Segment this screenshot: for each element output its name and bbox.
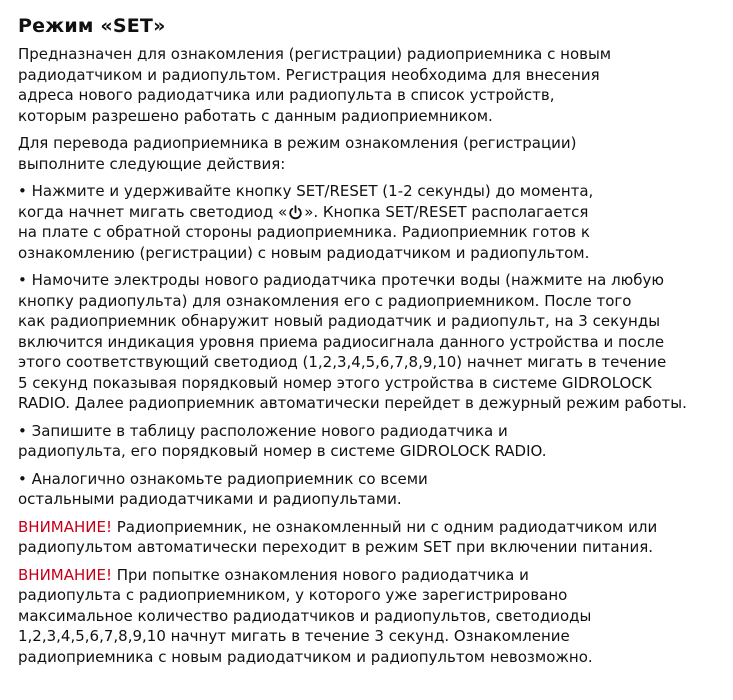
warning-label: ВНИМАНИЕ! xyxy=(18,517,112,536)
warning-label: ВНИМАНИЕ! xyxy=(18,565,112,584)
page-title: Режим «SET» xyxy=(18,15,166,37)
warning-paragraph-2 xyxy=(18,565,726,668)
warning-paragraph-1 xyxy=(18,517,726,558)
warning-text: При попытке ознакомления нового радиодатчика и радиопульта с радиоприемником, у которого уже зарегистрировано максимальное количество радиодатчиков и радиопультов, светодиоды 1,2,3,4,5,6,7,8,9,10 начнут мигать в течение 3 секунд. Ознакомление радиоприемника с новым радиодатчиком и радиопультом невозможно. xyxy=(18,565,593,666)
step-1-text-start: • Нажмите и удерживайте кнопку SET/RESET (1-2 секунды) до момента, когда начнет мигать светодиод « xyxy=(18,182,594,221)
warning-text: Радиоприемник, не ознакомленный ни с одним радиодатчиком или радиопультом автоматически переходит в режим SET при включении питания. xyxy=(18,517,658,556)
power-icon xyxy=(288,205,303,220)
step-item-4: • Аналогично ознакомьте радиоприемник со всеми остальными радиодатчиками и радиопультами. xyxy=(18,469,428,508)
step-item-3: • Запишите в таблицу расположение нового радиодатчика и радиопульта, его порядковый номер в системе GIDROLOCK RADIO. xyxy=(18,421,547,460)
document-page xyxy=(18,14,726,674)
step-item-1 xyxy=(18,181,726,263)
intro-paragraph: Предназначен для ознакомления (регистрации) радиоприемника с новым радиодатчиком и радиопультом. Регистрация необходима для внесения адреса нового радиодатчика или радиопульта в список устройств, которым разрешено работать с данным радиоприемником. xyxy=(18,45,612,125)
procedure-intro: Для перевода радиоприемника в режим ознакомления (регистрации) выполните следующие действия: xyxy=(18,134,577,173)
step-item-2: • Намочите электроды нового радиодатчика протечки воды (нажмите на любую кнопку радиопульта) для ознакомления его с радиоприемником. После того как радиоприемник обнаружит новый радиодатчик и радиопульт, на 3 секунды включится индикация уровня приема радиосигнала данного устройства и после этого соответствующий светодиод (1,2,3,4,5,6,7,8,9,10) начнет мигать в течение 5 секунд показывая порядковый номер этого устройства в системе GIDROLOCK RADIO. Далее радиоприемник автоматически перейдет в дежурный режим работы. xyxy=(18,271,687,412)
step-1-text-end: ». Кнопка SET/RESET располагается на плате с обратной стороны радиоприемника. Радиоприемник готов к ознакомлению (регистрации) с новым радиодатчиком и радиопультом. xyxy=(18,202,590,262)
